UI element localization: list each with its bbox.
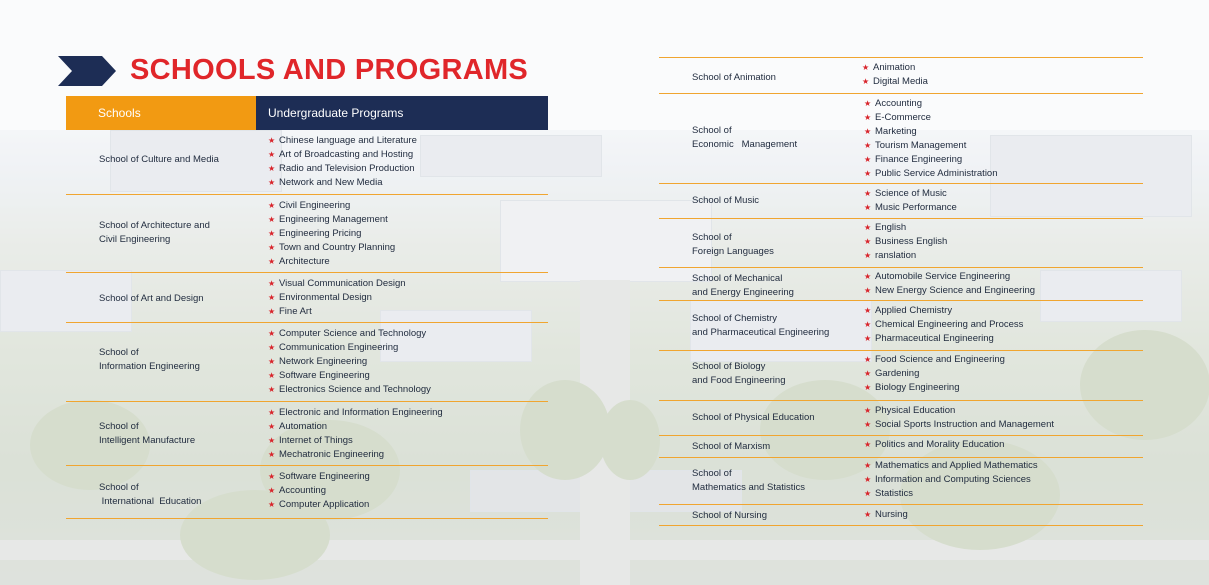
program-item: ★ Public Service Administration	[864, 168, 998, 179]
school-name: School of Economic Management	[692, 125, 798, 150]
programs-column-header: Undergraduate Programs	[256, 96, 548, 130]
row-divider	[659, 300, 1143, 301]
star-icon: ★	[864, 169, 872, 178]
program-item: ★ Engineering Pricing	[268, 228, 362, 239]
program-item: ★ Art of Broadcasting and Hosting	[268, 149, 414, 160]
program-item: ★ Digital Media	[862, 76, 928, 87]
row-divider	[66, 272, 548, 273]
school-name: School of Mechanical and Energy Engineering	[692, 273, 794, 298]
program-item: ★ English	[864, 222, 907, 233]
row-divider	[659, 218, 1143, 219]
program-item: ★ Fine Art	[268, 306, 312, 317]
program-list	[268, 134, 417, 190]
star-icon: ★	[268, 472, 276, 481]
star-icon: ★	[864, 510, 872, 519]
star-icon: ★	[864, 355, 872, 364]
school-name: School of Biology and Food Engineering	[692, 361, 786, 386]
star-icon: ★	[268, 357, 276, 366]
program-list	[268, 470, 370, 512]
row-divider	[659, 435, 1143, 436]
star-icon: ★	[268, 279, 276, 288]
school-name: School of Mathematics and Statistics	[692, 468, 805, 493]
star-icon: ★	[268, 150, 276, 159]
program-item: ★ Network Engineering	[268, 356, 368, 367]
star-icon: ★	[864, 127, 872, 136]
star-icon: ★	[268, 408, 276, 417]
row-divider	[659, 400, 1143, 401]
star-icon: ★	[268, 329, 276, 338]
program-item: ★ Accounting	[268, 485, 327, 496]
program-item: ★ Information and Computing Sciences	[864, 474, 1031, 485]
program-item: ★ Physical Education	[864, 405, 956, 416]
program-item: ★ Visual Communication Design	[268, 278, 406, 289]
program-list	[864, 438, 1004, 452]
program-list	[268, 277, 406, 319]
chevron-right-icon	[58, 56, 116, 86]
program-item: ★ Software Engineering	[268, 471, 370, 482]
program-item: ★ Software Engineering	[268, 370, 370, 381]
star-icon: ★	[268, 136, 276, 145]
school-name: School of Intelligent Manufacture	[99, 421, 196, 446]
program-list	[864, 187, 957, 215]
star-icon: ★	[268, 178, 276, 187]
program-item: ★ Gardening	[864, 368, 920, 379]
star-icon: ★	[864, 189, 872, 198]
row-divider	[66, 194, 548, 195]
star-icon: ★	[864, 237, 872, 246]
row-divider	[659, 525, 1143, 526]
program-item: ★ Food Science and Engineering	[864, 354, 1005, 365]
program-item: ★ Radio and Television Production	[268, 163, 415, 174]
star-icon: ★	[864, 383, 872, 392]
program-item: ★ Civil Engineering	[268, 200, 351, 211]
school-name: School of Information Engineering	[99, 347, 200, 372]
program-list	[864, 508, 908, 522]
program-item: ★ Network and New Media	[268, 177, 383, 188]
school-name: School of Animation	[692, 72, 776, 83]
program-list	[864, 353, 1005, 395]
star-icon: ★	[268, 164, 276, 173]
program-list	[864, 97, 998, 181]
school-name: School of Marxism	[692, 441, 771, 452]
program-item: ★ Accounting	[864, 98, 923, 109]
program-item: ★ Chinese language and Literature	[268, 135, 417, 146]
row-divider	[659, 504, 1143, 505]
row-divider	[659, 457, 1143, 458]
school-name: School of International Education	[99, 482, 202, 507]
program-list	[864, 221, 947, 263]
program-item: ★ Music Performance	[864, 202, 957, 213]
program-item: ★ Animation	[862, 62, 916, 73]
row-divider	[66, 465, 548, 466]
school-name: School of Chemistry and Pharmaceutical Engineering	[692, 313, 830, 338]
star-icon: ★	[864, 155, 872, 164]
program-item: ★ Pharmaceutical Engineering	[864, 333, 994, 344]
star-icon: ★	[864, 251, 872, 260]
star-icon: ★	[268, 215, 276, 224]
program-list	[864, 304, 1023, 346]
row-divider	[659, 57, 1143, 58]
program-item: ★ Science of Music	[864, 188, 947, 199]
star-icon: ★	[864, 113, 872, 122]
star-icon: ★	[864, 334, 872, 343]
star-icon: ★	[864, 369, 872, 378]
school-name: School of Art and Design	[99, 293, 204, 304]
star-icon: ★	[864, 99, 872, 108]
program-item: ★ Social Sports Instruction and Management	[864, 419, 1055, 430]
program-item: ★ E-Commerce	[864, 112, 931, 123]
star-icon: ★	[268, 486, 276, 495]
row-divider	[659, 183, 1143, 184]
program-item: ★ Business English	[864, 236, 948, 247]
page-title: SCHOOLS AND PROGRAMS	[130, 54, 529, 86]
program-item: ★ Nursing	[864, 509, 908, 520]
star-icon: ★	[268, 450, 276, 459]
program-item: ★ Computer Application	[268, 499, 370, 510]
star-icon: ★	[268, 307, 276, 316]
program-item: ★ Environmental Design	[268, 292, 372, 303]
school-name: School of Music	[692, 195, 760, 206]
program-list	[268, 327, 431, 397]
program-list	[864, 270, 1035, 298]
star-icon: ★	[268, 343, 276, 352]
program-item: ★ Architecture	[268, 256, 330, 267]
program-item: ★ Automobile Service Engineering	[864, 271, 1011, 282]
star-icon: ★	[268, 257, 276, 266]
school-name: School of Foreign Languages	[692, 232, 774, 257]
star-icon: ★	[862, 77, 870, 86]
star-icon: ★	[864, 406, 872, 415]
program-item: ★ New Energy Science and Engineering	[864, 285, 1036, 296]
star-icon: ★	[268, 500, 276, 509]
program-item: ★ Electronic and Information Engineering	[268, 407, 443, 418]
star-icon: ★	[864, 141, 872, 150]
program-list	[862, 61, 928, 89]
star-icon: ★	[864, 489, 872, 498]
program-item: ★ Applied Chemistry	[864, 305, 953, 316]
star-icon: ★	[862, 63, 870, 72]
star-icon: ★	[864, 420, 872, 429]
row-divider	[66, 518, 548, 519]
star-icon: ★	[268, 436, 276, 445]
star-icon: ★	[864, 223, 872, 232]
program-item: ★ Town and Country Planning	[268, 242, 396, 253]
program-item: ★ Politics and Morality Education	[864, 439, 1005, 450]
row-divider	[659, 350, 1143, 351]
program-item: ★ Internet of Things	[268, 435, 353, 446]
program-item: ★ Statistics	[864, 488, 914, 499]
star-icon: ★	[864, 203, 872, 212]
star-icon: ★	[268, 229, 276, 238]
program-list	[864, 459, 1038, 501]
program-item: ★ ranslation	[864, 250, 917, 261]
school-name: School of Physical Education	[692, 412, 815, 423]
school-name: School of Culture and Media	[99, 154, 219, 165]
star-icon: ★	[268, 385, 276, 394]
program-item: ★ Mechatronic Engineering	[268, 449, 385, 460]
star-icon: ★	[864, 320, 872, 329]
program-item: ★ Chemical Engineering and Process	[864, 319, 1024, 330]
program-item: ★ Computer Science and Technology	[268, 328, 427, 339]
program-item: ★ Tourism Management	[864, 140, 967, 151]
program-item: ★ Marketing	[864, 126, 917, 137]
program-list	[864, 404, 1054, 432]
school-name: School of Nursing	[692, 510, 767, 521]
star-icon: ★	[864, 272, 872, 281]
schools-column-header: Schools	[66, 96, 256, 130]
star-icon: ★	[864, 440, 872, 449]
program-item: ★ Biology Engineering	[864, 382, 960, 393]
star-icon: ★	[864, 306, 872, 315]
star-icon: ★	[268, 293, 276, 302]
star-icon: ★	[864, 286, 872, 295]
star-icon: ★	[268, 243, 276, 252]
row-divider	[66, 401, 548, 402]
star-icon: ★	[268, 422, 276, 431]
program-item: ★ Finance Engineering	[864, 154, 963, 165]
program-item: ★ Engineering Management	[268, 214, 388, 225]
program-list	[268, 199, 395, 269]
star-icon: ★	[268, 201, 276, 210]
row-divider	[659, 93, 1143, 94]
star-icon: ★	[864, 461, 872, 470]
program-item: ★ Electronics Science and Technology	[268, 384, 431, 395]
row-divider	[66, 322, 548, 323]
program-list	[268, 406, 443, 462]
row-divider	[659, 267, 1143, 268]
star-icon: ★	[268, 371, 276, 380]
program-item: ★ Automation	[268, 421, 328, 432]
school-name: School of Architecture and Civil Engineering	[99, 220, 210, 245]
star-icon: ★	[864, 475, 872, 484]
program-item: ★ Communication Engineering	[268, 342, 399, 353]
program-item: ★ Mathematics and Applied Mathematics	[864, 460, 1038, 471]
